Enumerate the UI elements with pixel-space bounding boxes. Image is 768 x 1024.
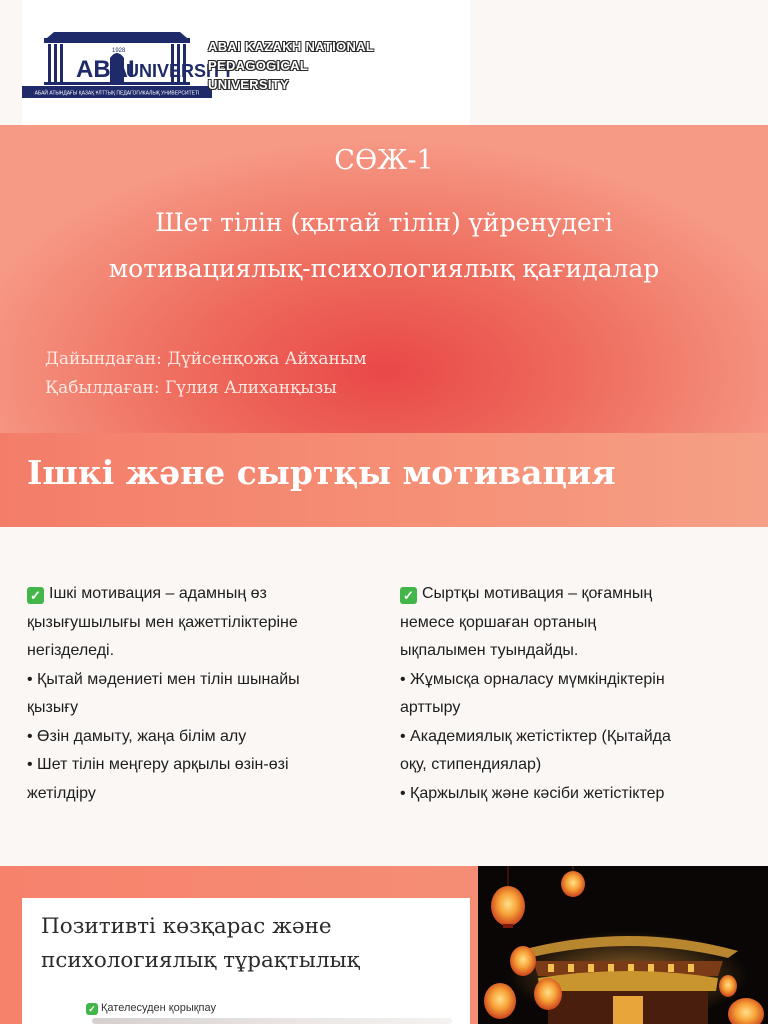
column-line: ықпалымен туындайды.	[400, 642, 579, 659]
logo-subtitle-text: АБАЙ АТЫНДАҒЫ ҚАЗАҚ ҰЛТТЫҚ ПЕДАГОГИКАЛЫҚ УНИВЕРСИТЕТІ	[34, 90, 200, 97]
bottom-slide	[0, 866, 768, 1024]
column-line: арттыру	[400, 699, 461, 716]
logo-university-text: UNIVERSITY	[126, 61, 235, 81]
column-line	[400, 580, 740, 609]
column-line	[27, 580, 377, 609]
accepted-by: Қабылдаған: Гүлия Алиханқызы	[45, 378, 337, 398]
check-icon: ✓	[27, 587, 44, 604]
slide-title-line: мотивациялық-психологиялық қағидалар	[108, 254, 660, 283]
column-line: • Өзін дамыту, жаңа білім алу	[27, 727, 247, 745]
column-line: жетілдіру	[27, 784, 96, 802]
slide-title	[0, 200, 768, 292]
university-name-line: PEDAGOGICAL	[208, 58, 309, 73]
column-line: • Академиялық жетістіктер (Қытайда	[400, 727, 671, 745]
card-item	[86, 1002, 216, 1015]
slide-title-line: Шет тілін (қытай тілін) үйренудегі	[155, 208, 613, 237]
card-title-line: психологиялық тұрақтылық	[41, 948, 360, 973]
credits	[45, 345, 367, 403]
cropped-text-line	[92, 1018, 452, 1024]
column-line: қызығу	[27, 699, 79, 716]
section-banner	[0, 433, 768, 527]
column-line: • Жұмысқа орналасу мүмкіндіктерін	[400, 670, 665, 688]
content-card	[22, 898, 470, 1024]
slide-code: СӨЖ-1	[334, 145, 434, 176]
prepared-by: Дайындаған: Дүйсенқожа Айханым	[45, 349, 367, 369]
column-line: қызығушылығы мен қажеттіліктеріне	[27, 613, 298, 631]
card-title	[41, 910, 360, 978]
column-line-text: Ішкі мотивация – адамның өз	[49, 585, 267, 602]
intrinsic-motivation-column	[27, 580, 377, 808]
card-item-text: Қателесуден қорықпау	[101, 1002, 217, 1014]
column-line: негізделеді.	[27, 642, 115, 659]
check-icon: ✓	[86, 1003, 98, 1015]
title-slide	[0, 125, 768, 433]
university-name-line: ABAI KAZAKH NATIONAL	[208, 39, 375, 54]
column-line: • Шет тілін меңгеру арқылы өзін-өзі	[27, 756, 289, 773]
header	[0, 0, 768, 125]
column-line: • Қаржылық және кәсіби жетістіктер	[400, 784, 665, 802]
check-icon: ✓	[400, 587, 417, 604]
column-line: немесе қоршаған ортаның	[400, 613, 597, 631]
university-logo	[22, 24, 235, 100]
logo-year-text: 1928	[112, 48, 126, 54]
university-name	[208, 37, 438, 94]
card-title-line: Позитивті көзқарас және	[41, 914, 332, 939]
column-line: • Қытай мәдениеті мен тілін шынайы	[27, 670, 300, 688]
temple-lantern-photo	[478, 866, 768, 1024]
logo-abai-text: ABAI	[76, 56, 135, 83]
extrinsic-motivation-column	[400, 580, 740, 808]
column-line: оқу, стипендиялар)	[400, 756, 542, 773]
section-title: Ішкі және сыртқы мотивация	[27, 453, 616, 492]
university-name-line: UNIVERSITY	[208, 77, 290, 92]
column-line-text: Сыртқы мотивация – қоғамның	[422, 585, 653, 602]
